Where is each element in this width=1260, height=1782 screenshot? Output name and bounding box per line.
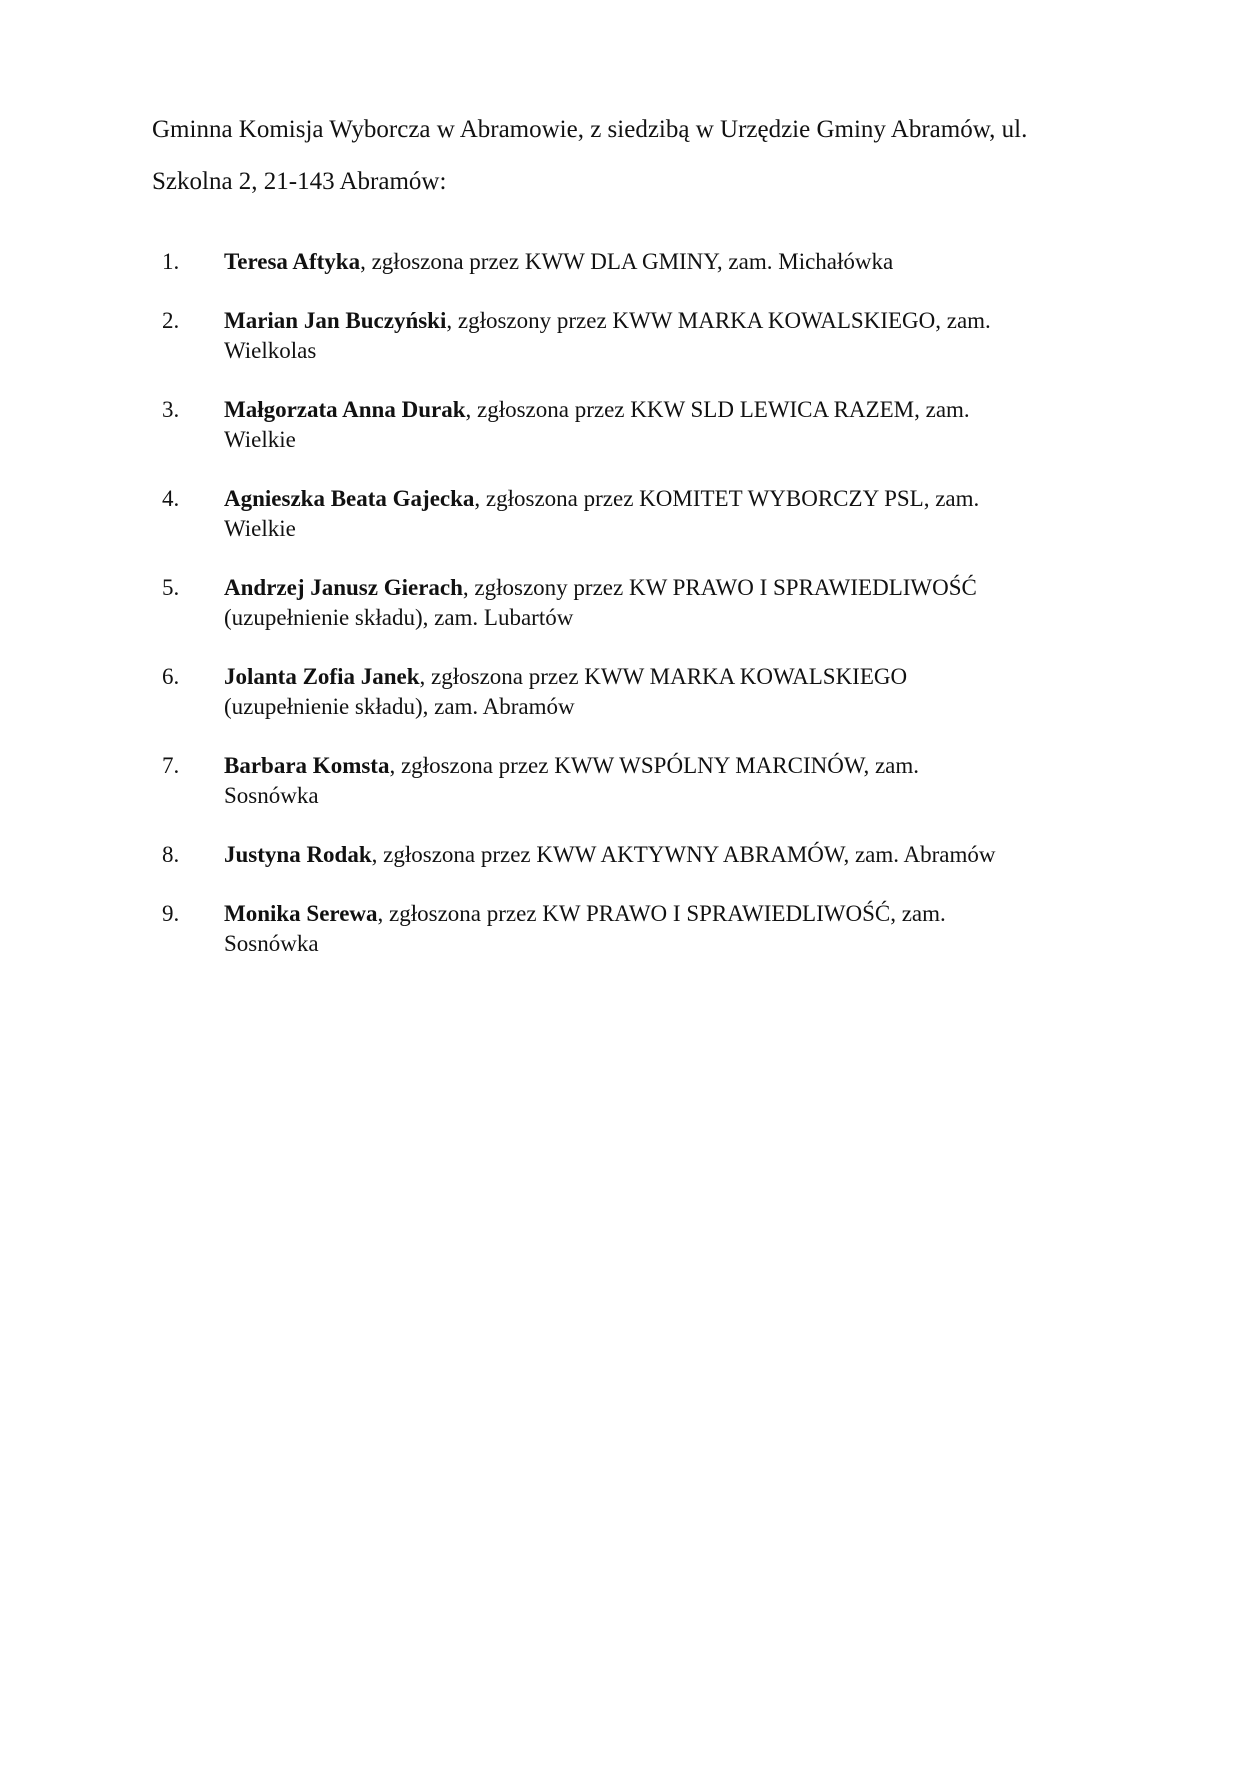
list-item [0, 840, 1260, 870]
document-heading [152, 104, 1152, 208]
member-name: Marian Jan Buczyński [224, 308, 447, 333]
member-details-continued: Sosnówka [224, 931, 319, 956]
list-item [0, 247, 1260, 277]
member-details: , zgłoszona przez KWW MARKA KOWALSKIEGO [419, 664, 908, 689]
item-number: 7. [162, 753, 180, 778]
member-name: Jolanta Zofia Janek [224, 664, 420, 689]
list-item [0, 662, 1260, 722]
item-number: 9. [162, 901, 180, 926]
member-details-continued: (uzupełnienie składu), zam. Abramów [224, 694, 575, 719]
member-details: , zgłoszona przez KWW DLA GMINY, zam. Michałówka [360, 249, 894, 274]
member-details: , zgłoszona przez KOMITET WYBORCZY PSL, zam. [474, 486, 980, 511]
member-list [0, 247, 1260, 988]
heading-line-2: Szkolna 2, 21-143 Abramów: [152, 168, 447, 195]
member-name: Teresa Aftyka [224, 249, 361, 274]
item-number: 4. [162, 486, 180, 511]
member-details: , zgłoszona przez KW PRAWO I SPRAWIEDLIWOŚĆ, zam. [377, 901, 946, 926]
member-details: , zgłoszona przez KKW SLD LEWICA RAZEM, zam. [465, 397, 970, 422]
member-details: , zgłoszona przez KWW AKTYWNY ABRAMÓW, zam. Abramów [371, 842, 996, 867]
heading-line-1: Gminna Komisja Wyborcza w Abramowie, z siedzibą w Urzędzie Gminy Abramów, ul. [152, 116, 1028, 143]
list-item [0, 484, 1260, 544]
item-number: 3. [162, 397, 180, 422]
member-name: Justyna Rodak [224, 842, 372, 867]
member-name: Małgorzata Anna Durak [224, 397, 466, 422]
list-item [0, 573, 1260, 633]
item-number: 5. [162, 575, 180, 600]
member-details: , zgłoszony przez KW PRAWO I SPRAWIEDLIWOŚĆ [462, 575, 977, 600]
list-item [0, 751, 1260, 811]
list-item [0, 899, 1260, 959]
member-details-continued: Sosnówka [224, 783, 319, 808]
member-name: Andrzej Janusz Gierach [224, 575, 463, 600]
item-number: 1. [162, 249, 180, 274]
member-details-continued: Wielkolas [224, 338, 317, 363]
member-details-continued: Wielkie [224, 427, 296, 452]
member-details-continued: Wielkie [224, 516, 296, 541]
member-name: Monika Serewa [224, 901, 378, 926]
member-name: Barbara Komsta [224, 753, 390, 778]
member-details: , zgłoszony przez KWW MARKA KOWALSKIEGO, zam. [446, 308, 991, 333]
member-details: , zgłoszona przez KWW WSPÓLNY MARCINÓW, zam. [389, 753, 920, 778]
member-name: Agnieszka Beata Gajecka [224, 486, 475, 511]
member-details-continued: (uzupełnienie składu), zam. Lubartów [224, 605, 574, 630]
list-item [0, 306, 1260, 366]
item-number: 8. [162, 842, 180, 867]
list-item [0, 395, 1260, 455]
item-number: 2. [162, 308, 180, 333]
item-number: 6. [162, 664, 180, 689]
